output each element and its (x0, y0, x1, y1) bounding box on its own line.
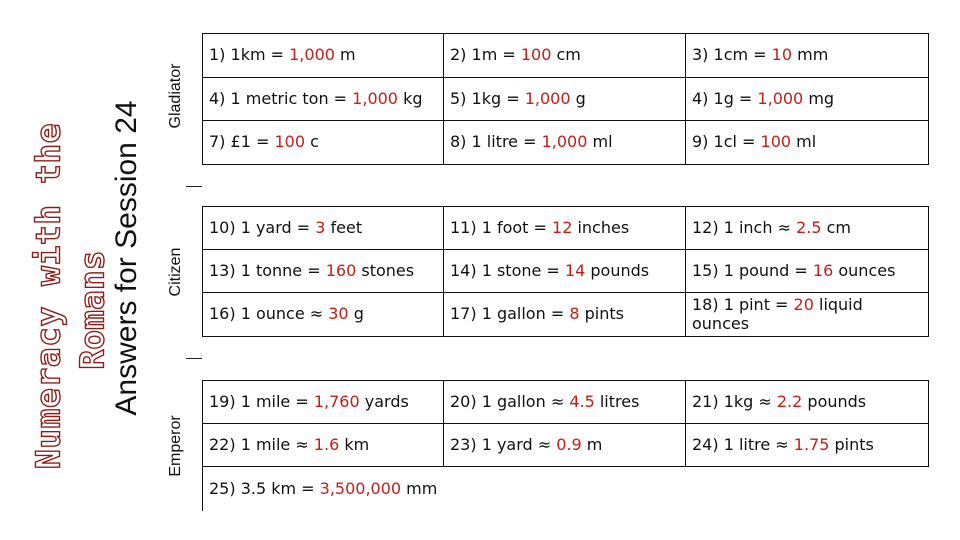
answer-cell (444, 78, 686, 121)
answer-value: 2.2 (776, 391, 803, 411)
table-row (203, 78, 929, 121)
answer-value: 4.5 (569, 391, 595, 411)
answer-cell (203, 467, 444, 511)
unit-text: yards (359, 391, 409, 411)
answer-value: 16 (812, 260, 834, 280)
title-line-1: Numeracy with the (28, 122, 68, 470)
answer-cell (444, 250, 686, 293)
unit-text: pints (579, 304, 624, 324)
table-row (203, 381, 929, 424)
answer-value: 1,000 (352, 88, 398, 108)
question-text: 25) 3.5 km = (209, 478, 320, 498)
unit-text: m (334, 45, 356, 65)
question-text: 9) 1cl = (692, 132, 761, 152)
empty-cell (444, 467, 686, 511)
question-text: 23) 1 yard ≈ (450, 434, 557, 454)
answer-value: 1,000 (757, 88, 804, 108)
question-text: 5) 1kg = (450, 88, 525, 108)
table-row (203, 467, 929, 511)
question-text: 3) 1cm = (692, 45, 772, 65)
section-separator (186, 186, 202, 187)
answer-value: 100 (520, 45, 552, 65)
unit-text: feet (325, 217, 363, 237)
question-text: 21) 1kg ≈ (692, 391, 777, 411)
question-text: 7) £1 = (209, 132, 275, 152)
subtitle-answers: Answers for Session 24 (110, 100, 143, 416)
question-text: 17) 1 gallon = (450, 304, 570, 324)
unit-text: km (339, 434, 370, 454)
table-row (203, 424, 929, 467)
unit-text: kg (397, 88, 423, 108)
unit-text: litres (594, 391, 640, 411)
table-row (203, 121, 929, 165)
question-text: 2) 1m = (450, 45, 521, 65)
answer-value: 10 (771, 45, 793, 65)
question-text: 1) 1km = (209, 45, 290, 65)
question-text: 8) 1 litre = (450, 132, 542, 152)
answer-cell (203, 381, 444, 424)
question-text: 14) 1 stone = (450, 260, 565, 280)
question-text: 13) 1 tonne = (209, 260, 326, 280)
answer-cell (686, 381, 929, 424)
answer-value: 14 (564, 260, 586, 280)
question-text: 4) 1 metric ton = (209, 88, 353, 108)
gladiator-table (202, 33, 929, 165)
table-row (203, 207, 929, 250)
answer-cell (203, 250, 444, 293)
section-label-emperor: Emperor (167, 415, 184, 477)
answer-cell (444, 121, 686, 165)
answer-cell (203, 34, 444, 78)
answer-cell (686, 207, 929, 250)
question-text: 19) 1 mile = (209, 391, 314, 411)
unit-text: stones (356, 260, 415, 280)
answer-cell (686, 250, 929, 293)
answer-cell (444, 293, 686, 337)
unit-text: pounds (585, 260, 650, 280)
answer-cell (203, 293, 444, 337)
answer-value: 2.5 (796, 217, 822, 237)
empty-cell (686, 467, 929, 511)
answer-value: 8 (569, 304, 580, 324)
unit-text: ounces (833, 260, 896, 280)
answer-cell (686, 293, 929, 337)
title-line-2: Romans (72, 250, 112, 370)
answer-cell (444, 34, 686, 78)
question-text: 12) 1 inch ≈ (692, 217, 797, 237)
question-text: 20) 1 gallon ≈ (450, 391, 570, 411)
unit-text: ml (791, 132, 817, 152)
table-row (203, 293, 929, 337)
answer-cell (444, 424, 686, 467)
emperor-table (202, 380, 929, 511)
unit-text: mm (792, 45, 829, 65)
answer-cell (444, 381, 686, 424)
question-text: 15) 1 pound = (692, 260, 813, 280)
unit-text: c (305, 132, 319, 152)
unit-text: cm (821, 217, 851, 237)
answer-value: 1,000 (541, 132, 588, 152)
question-text: 22) 1 mile ≈ (209, 434, 314, 454)
question-text: 4) 1g = (692, 88, 758, 108)
table-row (203, 34, 929, 78)
answer-cell (203, 121, 444, 165)
question-text: 16) 1 ounce ≈ (209, 304, 329, 324)
answer-cell (686, 34, 929, 78)
answer-value: 0.9 (556, 434, 582, 454)
citizen-table (202, 206, 929, 337)
section-separator (186, 358, 202, 359)
answer-cell (203, 207, 444, 250)
answer-cell (686, 78, 929, 121)
answer-value: 1.6 (313, 434, 340, 454)
answer-cell (686, 424, 929, 467)
unit-text: mg (803, 88, 835, 108)
question-text: 24) 1 litre ≈ (692, 434, 794, 454)
answer-value: 1,000 (524, 88, 571, 108)
answer-cell (203, 78, 444, 121)
answer-value: 1.75 (793, 434, 830, 454)
answer-value: 20 (793, 295, 814, 315)
answer-cell (203, 424, 444, 467)
section-label-citizen: Citizen (167, 247, 184, 297)
unit-text: liquid ounces (692, 295, 868, 333)
answer-cell (444, 207, 686, 250)
unit-text: pounds (802, 391, 867, 411)
unit-text: ml (587, 132, 613, 152)
section-label-gladiator: Gladiator (167, 63, 184, 129)
answer-value: 30 (328, 304, 349, 324)
unit-text: g (570, 88, 586, 108)
question-text: 11) 1 foot = (450, 217, 553, 237)
answer-value: 12 (552, 217, 573, 237)
table-row (203, 250, 929, 293)
answer-value: 3,500,000 (319, 478, 402, 498)
unit-text: pints (829, 434, 874, 454)
unit-text: g (348, 304, 364, 324)
answer-cell (686, 121, 929, 165)
answer-value: 100 (760, 132, 792, 152)
unit-text: cm (551, 45, 581, 65)
question-text: 10) 1 yard = (209, 217, 316, 237)
unit-text: inches (572, 217, 630, 237)
answer-value: 1,760 (313, 391, 360, 411)
answer-value: 160 (325, 260, 357, 280)
answer-value: 1,000 (289, 45, 335, 65)
question-text: 18) 1 pint = (692, 295, 794, 315)
answer-value: 100 (274, 132, 305, 152)
unit-text: m (581, 434, 603, 454)
unit-text: mm (401, 478, 438, 498)
answer-value: 3 (315, 217, 326, 237)
